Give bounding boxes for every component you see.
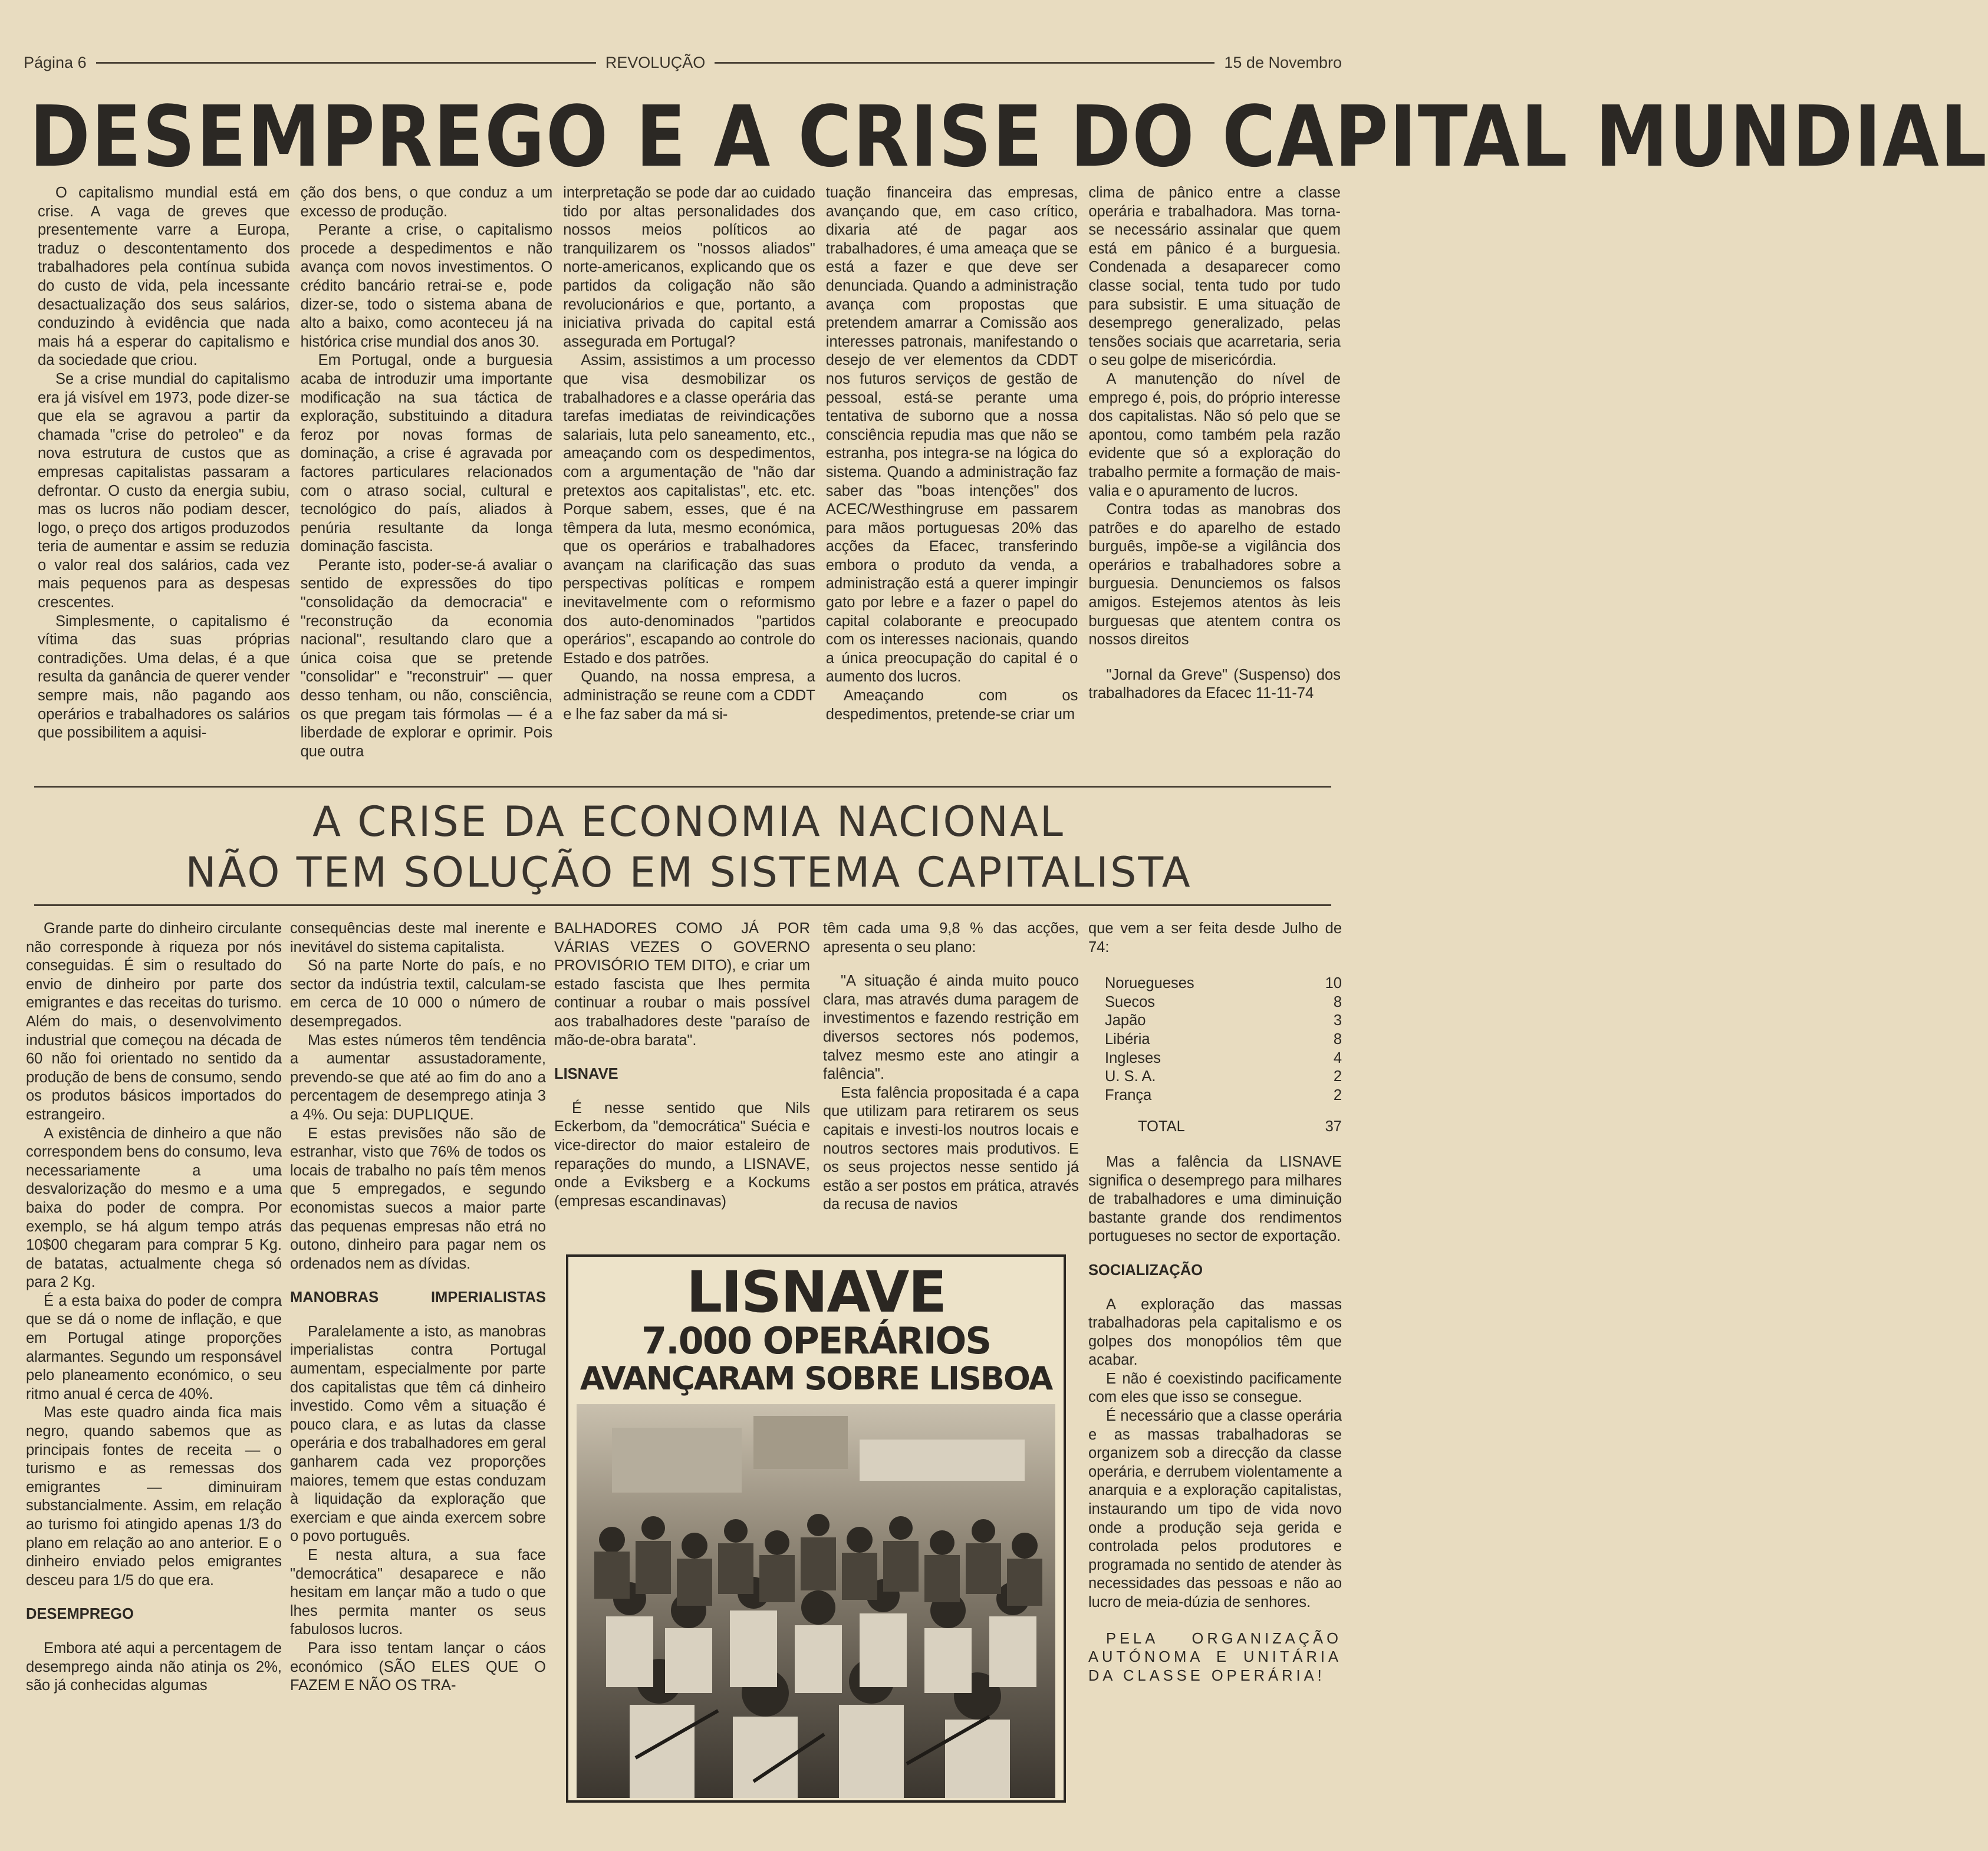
bottom-article-column-5 [1088, 920, 1342, 1827]
list-item: Libéria 8 [1105, 1030, 1342, 1048]
top-article-column-2 [301, 184, 553, 773]
paragraph: Contra todas as manobras dos patrões e do aparelho de estado burguês, impõe-se a vigilância dos operários e trabalhadores sobre a burguesia. Denunciemos os falsos amigos. Estejemos atentos às leis burguesas que atentem contra os nossos direitos [1088, 501, 1341, 648]
paragraph: É a esta baixa do poder de compra que se dá o nome de inflação, e que em Portugal atinge proporções alarmantes. Segundo um responsável pelo planeamento económico, o seu ritmo anual é cerca de 40%. [26, 1292, 282, 1402]
paragraph: E estas previsões não são de estranhar, visto que 76% de todos os locais de trabalho no país têm menos que 5 empregados, e segundo economistas suecos a maior parte das pequenas empresas não etrá no outono, dinheiro para pagar nem os ordenados nem as dívidas. [290, 1125, 546, 1272]
paragraph: Embora até aqui a percentagem de desemprego ainda não atinja os 2%, são já conhecidas algumas [26, 1639, 282, 1694]
list-item: U. S. A. 2 [1105, 1068, 1342, 1085]
paragraph: E não é coexistindo pacificamente com eles que isso se consegue. [1088, 1370, 1342, 1406]
issue-date: 15 de Novembro [1224, 53, 1342, 71]
paragraph: Em Portugal, onde a burguesia acaba de introduzir uma importante modificação na sua táctica de exploração, substituindo a ditadura feroz por novas formas de dominação, a crise é agravada por factores particulares relacionados com o atraso social, cultural e tecnológico do país, aliados à penúria resultante da longa dominação fascista. [300, 352, 553, 555]
paragraph: Ameaçando com os despedimentos, pretende-se criar um [825, 687, 1078, 723]
subheading-lisnave: LISNAVE [554, 1066, 618, 1083]
ship-countries-list [1105, 974, 1342, 1137]
paragraph: A exploração das massas trabalhadoras pela capitalismo e os golpes dos monopólios têm que acabar. [1088, 1296, 1342, 1369]
quote-paragraph: "A situação é ainda muito pouco clara, mas através duma paragem de investimentos e fazendo restrição em diversos sectores nós podemos, talvez mesmo este ano atingir a falência". [823, 973, 1079, 1083]
paragraph: Mas este quadro ainda fica mais negro, quando sabemos que as principais fontes de receita — o turismo e as remessas dos emigrantes — diminuiram substancialmente. Assim, em relação ao turismo foi atingido apenas 1/3 do plano em relação ao ano anterior. E o dinheiro enviado pelos emigrantes desceu para 1/5 do que era. [26, 1404, 282, 1589]
newspaper-name: REVOLUÇÃO [605, 53, 706, 71]
paragraph: Mas a falência da LISNAVE significa o desemprego para milhares de trabalhadores e uma diminuição bastante grande dos rendimentos portugueses no sector de exportação. [1088, 1153, 1342, 1245]
subheading-manobras-imperialistas: MANOBRAS IMPERIALISTAS [290, 1289, 546, 1306]
masthead-rule-right [715, 62, 1214, 64]
paragraph: Quando, na nossa empresa, a administração se reune com a CDDT e lhe faz saber da má si- [563, 668, 815, 723]
paragraph: têm cada uma 9,8 % das acções, apresenta o seu plano: [823, 920, 1079, 956]
bottom-article-column-3 [554, 920, 810, 1238]
main-headline: DESEMPREGO E A CRISE DO CAPITAL MUNDIAL [29, 88, 1988, 186]
paragraph: Se a crise mundial do capitalismo era já visível em 1973, pode dizer-se que ela se agravou a partir da chamada "crise do petroleo" e da nova estrutura de custos que as empresas capitalistas passaram a defrontar. O custo da energia subiu, mas os lucros não podiam descer, logo, o preço dos artigos produzodos teria de aumentar e assim se reduzia o valor real dos salários, cada vez mais pequenos para as despesas crescentes. [38, 370, 290, 611]
paragraph: Esta falência propositada é a capa que utilizam para retirarem os seus capitais e investi-los noutros locais e noutros sectores mais produtivos. E os seus projectos nesse sentido já estão a ser postos em prática, através da recusa de navios [823, 1084, 1079, 1213]
section-divider [34, 904, 1331, 906]
photo-title-lisnave: LISNAVE [686, 1259, 946, 1325]
paragraph: Mas estes números têm tendência a aumentar assustadoramente, prevendo-se que até ao fim do ano a percentagem de desemprego atinja 3 a 4%. Ou seja: DUPLIQUE. [290, 1032, 546, 1123]
paragraph: Perante a crise, o capitalismo procede a despedimentos e não avança com novos investimentos. O crédito bancário retrai-se e, pode dizer-se, todo o sistema abana de alto a baixo, como aconteceu já na histórica crise mundial dos anos 30. [300, 222, 553, 350]
paragraph: que vem a ser feita desde Julho de 74: [1088, 920, 1342, 956]
photo-title-avancaram: AVANÇARAM SOBRE LISBOA [580, 1360, 1052, 1397]
article-signature: "Jornal da Greve" (Suspenso) dos trabalhadores da Efacec 11-11-74 [1088, 666, 1341, 702]
paragraph: Assim, assistimos a um processo que visa desmobilizar os trabalhadores e a classe operária das tarefas imediatas de reivindicações salariais, luta pelo saneamento, etc., ameaçando com os despedimentos, com a argumentação de "não dar pretextos aos capitalistas", etc. etc. Porque sabem, esses, que é na têmpera da luta, mesmo económica, que os operários e trabalhadores avançam na clarificação das suas perspectivas políticas e rompem inevitavelmente com o reformismo dos auto-denominados "partidos operários", escapando ao controle do Estado e dos patrões. [563, 352, 815, 667]
list-item: Japão 3 [1105, 1012, 1342, 1029]
masthead [24, 51, 1342, 74]
paragraph: interpretação se pode dar ao cuidado tido por altas personalidades dos nossos meios políticos ao tranquilizarem os "nossos aliados" norte-americanos, explicando que os partidos da coligação não são revolucionários e que, portanto, a iniciativa privada do capital está assegurada em Portugal? [563, 185, 815, 350]
closing-slogan: PELA ORGANIZAÇÃO AUTÓNOMA E UNITÁRIA DA CLASSE OPERÁRIA! [1088, 1630, 1342, 1684]
masthead-rule-left [96, 62, 596, 64]
paragraph: Paralelamente a isto, as manobras imperialistas contra Portugal aumentam, especialmente por parte dos capitalistas que têm cá dinheiro investido. Como vêm a situação é pouco clara, e as lutas da classe operária e dos trabalhadores em geral ganharem cada vez proporções maiores, temem que estas conduzam à liquidação da exploração que exerciam e que ainda exercem sobre o povo português. [290, 1323, 546, 1545]
paragraph: Para isso tentam lançar o cáos económico (SÃO ELES QUE O FAZEM E NÃO OS TRA- [290, 1639, 546, 1694]
paragraph: BALHADORES COMO JÁ POR VÁRIAS VEZES O GOVERNO PROVISÓRIO TEM DITO), e criar um estado fascista que lhes permita continuar a roubar o mais possível aos trabalhadores deste "paraíso de mão-de-obra barata". [554, 920, 810, 1049]
paragraph: Perante isto, poder-se-á avaliar o sentido de expressões do tipo "consolidação da democracia" e "reconstrução da economia nacional", resultando claro que a única coisa que se pretende "consolidar" e "reconstruir" — quer desso tenham, ou não, consciência, os que pregam tais fórmolas — é a liberdade de explorar e oprimir. Pois que outra [300, 556, 553, 760]
bottom-article-column-1 [26, 920, 282, 1827]
list-item: Noruegueses 10 [1105, 975, 1342, 992]
top-article-column-5 [1088, 184, 1341, 773]
section-divider [34, 786, 1331, 788]
list-total: TOTAL 37 [1138, 1118, 1342, 1135]
secondary-headline-line-1: A CRISE DA ECONOMIA NACIONAL [312, 798, 1065, 846]
photo-title-operarios: 7.000 OPERÁRIOS [641, 1319, 991, 1362]
list-item: França 2 [1105, 1086, 1342, 1104]
page-number: Página 6 [24, 53, 87, 71]
top-article [38, 184, 1341, 773]
paragraph: O capitalismo mundial está em crise. A vaga de greves que presentemente varre a Europa, traduz o descontentamento dos trabalhadores pela contínua subida do custo de vida, pela incessante desactualização dos seus salários, conduzindo à evidência que nada mais há a esperar do capitalismo e da sociedade que criou. [38, 185, 290, 369]
paragraph: clima de pânico entre a classe operária e trabalhadora. Mas torna-se necessário assinalar que quem está em pânico é a burguesia. Condenada a desaparecer como classe social, tenta tudo por tudo para subsistir. E uma situação de desemprego generalizado, pelas tensões sociais que acarretaria, seria o seu golpe de misericórdia. [1088, 185, 1341, 369]
bottom-article-column-2 [290, 920, 546, 1827]
paragraph: A existência de dinheiro a que não correspondem bens do consumo, leva necessariamente a uma desvalorização do mesmo e a uma baixa do poder de compra. Por exemplo, se há algum tempo atrás 10$00 chegaram para comprar 5 Kg. de batatas, actualmente chega só para 2 Kg. [26, 1125, 282, 1291]
paragraph: consequências deste mal inerente e inevitável do sistema capitalista. [290, 920, 546, 956]
secondary-headline-line-2: NÃO TEM SOLUÇÃO EM SISTEMA CAPITALISTA [185, 848, 1192, 897]
paragraph: E nesta altura, a sua face "democrática" desaparece e não hesitam em lançar mão a tudo o que lhes permita manter os seus fabulosos lucros. [290, 1547, 546, 1638]
subheading-socializacao: SOCIALIZAÇÃO [1088, 1262, 1203, 1279]
list-item: Suecos 8 [1105, 993, 1342, 1010]
lisnave-photo-box [566, 1254, 1066, 1803]
subheading-desemprego: DESEMPREGO [26, 1606, 134, 1623]
top-article-column-4 [826, 184, 1078, 773]
paragraph: ção dos bens, o que conduz a um excesso de produção. [300, 185, 553, 220]
crowd-photo [577, 1404, 1055, 1798]
crowd-photo-image [577, 1404, 1055, 1798]
bottom-article-column-4 [823, 920, 1079, 1238]
paragraph: Só na parte Norte do país, e no sector da indústria textil, calculam-se em cerca de 10 000 o número de desempregados. [290, 957, 546, 1030]
paragraph: É necessário que a classe operária e as massas trabalhadoras se organizem sob a direcção da classe operária, e derrubem violentamente a anarquia e a exploração capitalistas, instaurando um tipo de vida novo onde a produção seja gerida e controlada pelos produtores e programada no sentido de atender às necessidades das pessoas e não ao lucro de meia-dúzia de senhores. [1088, 1408, 1342, 1610]
paragraph: Grande parte do dinheiro circulante não corresponde à riqueza por nós conseguidas. É sim o resultado do envio de dinheiro por parte dos emigrantes e das receitas do turismo. Além do mais, o desenvolvimento industrial que começou na década de 60 não foi orientado no sentido da produção de bens de consumo, sendo os produtos básicos importados do estrangeiro. [26, 920, 282, 1123]
paragraph: Simplesmente, o capitalismo é vítima das suas próprias contradições. Uma delas, é a que resulta da ganância de querer vender sempre mais, não pagando aos operários e trabalhadores os salários que possibilitem a aquisi- [38, 612, 290, 742]
paragraph: É nesse sentido que Nils Eckerbom, da "democrática" Suécia e vice-director do maior estaleiro de reparações do mundo, a LISNAVE, onde a Eviksberg e a Kockums (empresas escandinavas) [554, 1099, 810, 1210]
paragraph: A manutenção do nível de emprego é, pois, do próprio interesse dos capitalistas. Não só pelo que se apontou, como também pela razão evidente que só a exploração do trabalho permite a formação de mais-valia e o apuramento de lucros. [1088, 370, 1341, 499]
list-item: Ingleses 4 [1105, 1049, 1342, 1066]
paragraph: tuação financeira das empresas, avançando que, em caso crítico, dixaria até de pagar aos trabalhadores, é uma ameaça que se está a fazer e que deve ser denunciada. Quando a administração avança com propostas que pretendem amarrar a Comissão aos interesses patronais, manifestando o desejo de ver elementos da CDDT nos futuros serviços de gestão de pessoal, está-se perante uma tentativa de suborno que a nossa consciência repudia mas que não se estranha, pos integra-se na lógica do sistema. Quando a administração faz saber das "boas intenções" dos ACEC/Westhingruse em passarem para mãos portuguesas 20% das acções da Efacec, transferindo embora o produto da venda, a administração está a querer impingir gato por lebre e a fazer o papel do capital colaborante e preocupado com os interesses nacionais, quando a única preocupação do capital é o aumento dos lucros. [825, 185, 1078, 686]
top-article-column-1 [38, 184, 290, 773]
top-article-column-3 [563, 184, 815, 773]
